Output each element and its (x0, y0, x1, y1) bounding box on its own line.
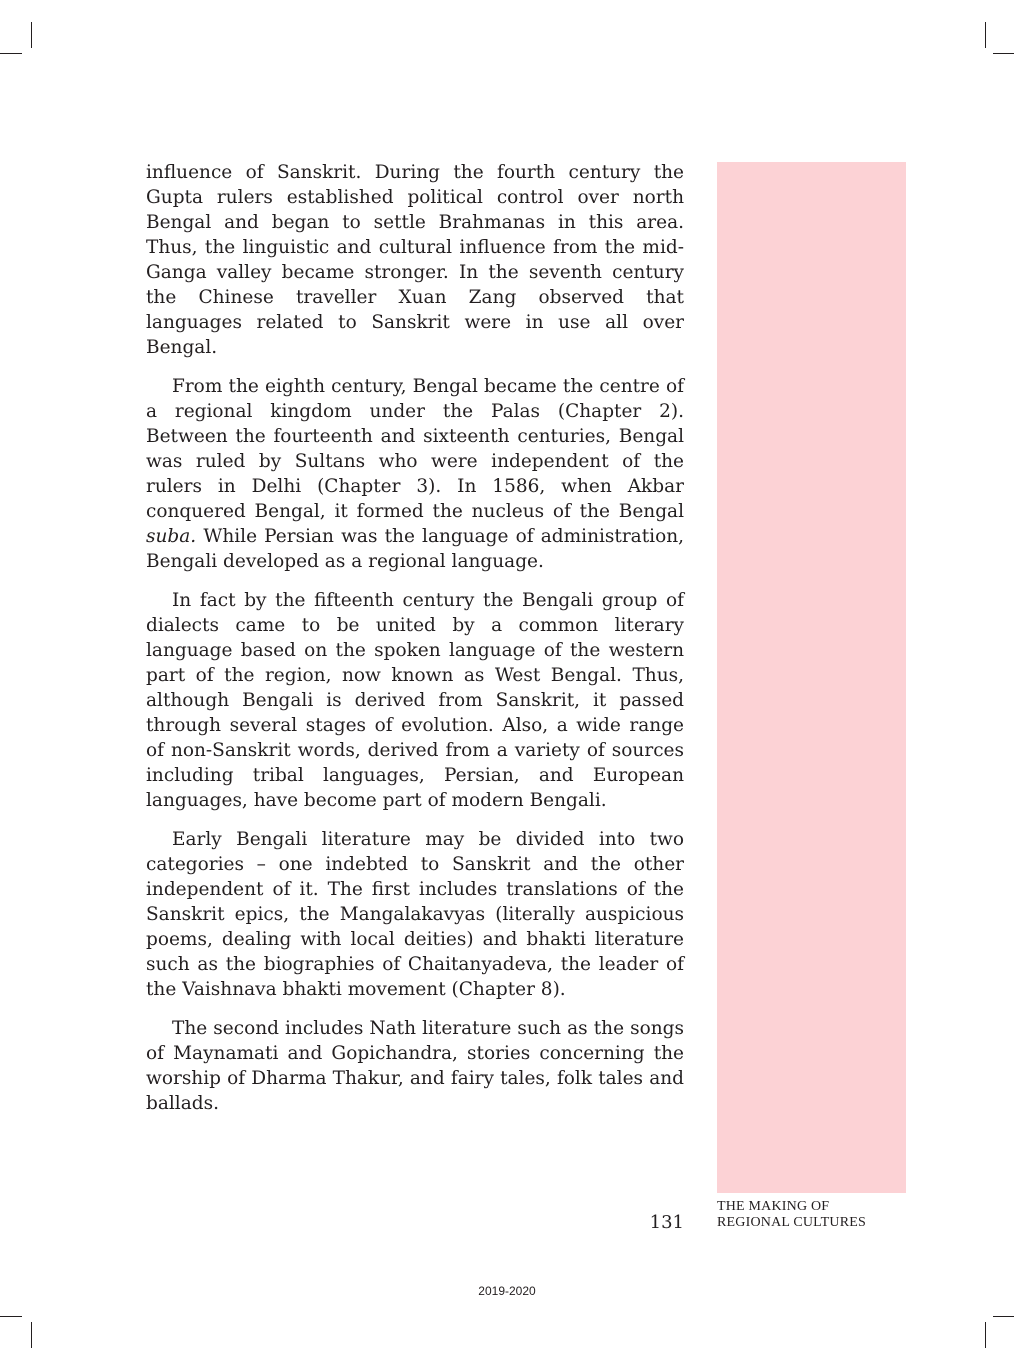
crop-mark (985, 22, 986, 48)
crop-mark (993, 53, 1014, 54)
edition-year: 2019-2020 (478, 1284, 536, 1298)
paragraph: Early Bengali literature may be divided into two categories – one indebted to Sanskrit and the other independent of it. The first includes translations of the Sanskrit epics, the Mangalakavyas (literally auspicious poems, dealing with local deities) and bhakti literature such as the biographies of Chaitanyadeva, the leader of the Vaishnava bhakti movement (Chapter 8). (146, 829, 684, 1000)
margin-sidebar (717, 162, 906, 1193)
crop-mark (31, 22, 32, 48)
paragraph (146, 374, 684, 574)
crop-mark (0, 53, 22, 54)
paragraph-text: While Persian was the language of administration, Bengali developed as a regional language. (146, 526, 684, 572)
paragraph: In fact by the fifteenth century the Bengali group of dialects came to be united by a common literary language based on the spoken language of the western part of the region, now known as West Bengal. Thus, although Bengali is derived from Sanskrit, it passed through several stages of evolution. Also, a wide range of non-Sanskrit words, derived from a variety of sources including tribal languages, Persian, and European languages, have become part of modern Bengali. (146, 590, 684, 811)
running-head-line: THE MAKING OF (717, 1199, 830, 1214)
main-text-column (146, 160, 684, 1130)
crop-mark (993, 1316, 1014, 1317)
page-number: 131 (649, 1212, 684, 1233)
crop-mark (31, 1322, 32, 1348)
emphasis-suba: suba. (146, 526, 197, 547)
crop-mark (985, 1322, 986, 1348)
running-head (717, 1199, 917, 1231)
paragraph-text: From the eighth century, Bengal became the centre of a regional kingdom under the Palas (Chapter 2). Between the fourteenth and sixteenth centuries, Bengal was ruled by Sultans who were independent of the rulers in Delhi (Chapter 3). In 1586, when Akbar conquered Bengal, it formed the nucleus of the Bengal (146, 376, 684, 522)
running-head-line: REGIONAL CULTURES (717, 1215, 866, 1230)
paragraph: influence of Sanskrit. During the fourth century the Gupta rulers established political control over north Bengal and began to settle Brahmanas in this area. Thus, the linguistic and cultural influence from the mid-Ganga valley became stronger. In the seventh century the Chinese traveller Xuan Zang observed that languages related to Sanskrit were in use all over Bengal. (146, 162, 684, 358)
crop-mark (0, 1316, 22, 1317)
paragraph: The second includes Nath literature such as the songs of Maynamati and Gopichandra, stories concerning the worship of Dharma Thakur, and fairy tales, folk tales and ballads. (146, 1018, 684, 1114)
